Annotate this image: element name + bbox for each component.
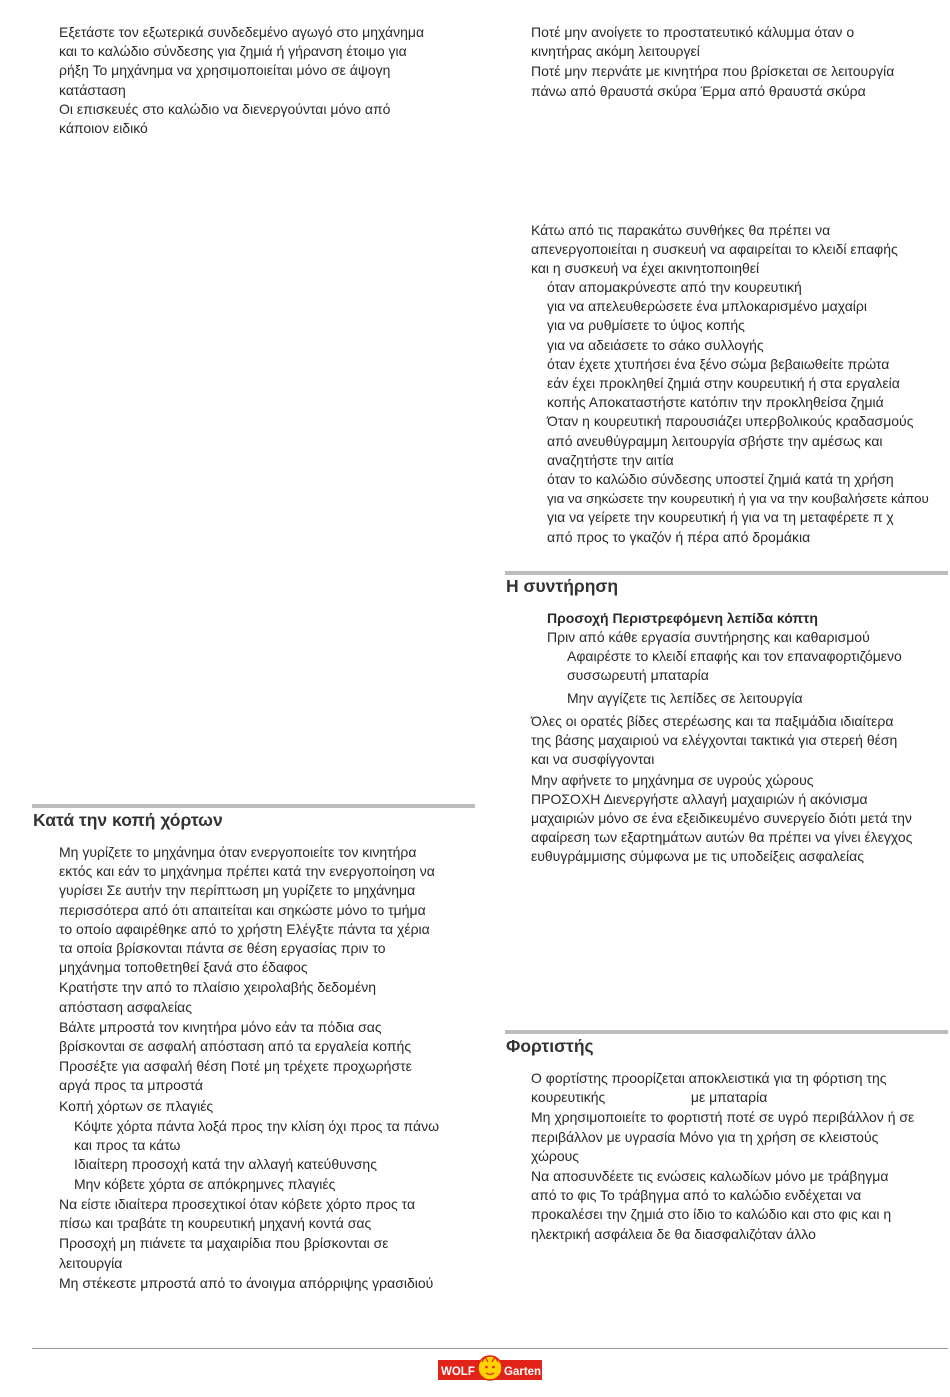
- line: ρήξη Το μηχάνημα να χρησιμοποιείται μόνο σε άψογη: [59, 62, 391, 79]
- conditions-intro: [531, 221, 946, 279]
- line: πίσω και τραβάτε τη κουρευτική μηχανή κοντά σας: [59, 1215, 372, 1232]
- line: Κοπή χόρτων σε πλαγιές: [59, 1097, 214, 1114]
- line: Μην αφήνετε το μηχάνημα σε υγρούς χώρους: [531, 771, 814, 788]
- list-item: για να σηκώσετε την κουρευτική ή για να την κουβαλήσετε κάπου: [547, 491, 929, 507]
- line: πάνω από θραυστά σκύρα Έρμα από θραυστά σκύρα: [531, 82, 866, 99]
- line: ηλεκτρική ασφάλεια δε θα διασφαλιζόταν άλλο: [531, 1225, 816, 1242]
- warning-text: Προσοχή Περιστρεφόμενη λεπίδα κόπτη: [547, 610, 818, 626]
- line: εκτός και εάν το μηχάνημα πρέπει κατά την ενεργοποίηση να: [59, 863, 435, 880]
- footer-rule: [32, 1348, 948, 1349]
- charger-body: [531, 1069, 948, 1244]
- line: απενεργοποιείται η συσκευή να αφαιρείται το κλειδί επαφής: [531, 241, 898, 258]
- list-item: για να γείρετε την κουρευτική ή για να τη μεταφέρετε π χ: [547, 509, 894, 526]
- list-item: για να ρυθμίσετε το ύψος κοπής: [547, 317, 745, 334]
- line: αργά προς τα μπροστά: [59, 1077, 203, 1094]
- list-item: Όταν η κουρευτική παρουσιάζει υπερβολικούς κραδασμούς: [547, 413, 914, 430]
- line: Ο φορτίστης προορίζεται αποκλειστικά για τη φόρτιση της: [531, 1070, 887, 1086]
- line: της βάσης μαχαιριού να ελέγχονται τακτικά για στερεή θέση: [531, 732, 898, 749]
- line: μηχάνημα τοποθετηθεί ξανά στο έδαφος: [59, 959, 308, 976]
- list-item: κοπής Αποκαταστήστε κατόπιν την προκληθείσα ζημιά: [547, 394, 884, 411]
- line: Οι επισκευές στο καλώδιο να διενεργούνται μόνο από: [59, 100, 391, 117]
- line: Να αποσυνδέετε τις ενώσεις καλωδίων μόνο με τράβηγμα: [531, 1168, 889, 1185]
- list-item: Μην κόβετε χόρτα σε απόκρημνες πλαγιές: [74, 1175, 336, 1192]
- line: κατάσταση: [59, 81, 126, 98]
- list-item: όταν απομακρύνεστε από την κουρευτική: [547, 279, 802, 295]
- line: Ποτέ μην περνάτε με κινητήρα που βρίσκεται σε λειτουργία: [531, 63, 895, 80]
- left-top-text: [59, 23, 479, 138]
- logo-graphic: [438, 1354, 542, 1384]
- line: Αφαιρέστε το κλειδί επαφής και τον επαναφορτιζόμενο: [567, 648, 902, 664]
- section-rule: [505, 571, 948, 575]
- line: Μη γυρίζετε το μηχάνημα όταν ενεργοποιείτε τον κινητήρα: [59, 844, 417, 860]
- line: Προσοχή μη πιάνετε τα μαχαιρίδια που βρίσκονται σε: [59, 1235, 389, 1252]
- line: Ποτέ μην ανοίγετε το προστατευτικό κάλυμμα όταν ο: [531, 24, 855, 40]
- line: Προσέξτε για ασφαλή θέση Ποτέ μη τρέχετε προχωρήστε: [59, 1058, 412, 1075]
- line: Μην αγγίζετε τις λεπίδες σε λειτουργία: [567, 690, 803, 707]
- list-item: από προς το γκαζόν ή πέρα από δρομάκια: [547, 528, 811, 545]
- maintenance-sub: [567, 647, 947, 709]
- line: τα οποία βρίσκονται πάντα σε θέση εργασίας πριν το: [59, 940, 386, 957]
- line: λειτουργία: [59, 1254, 123, 1271]
- line: συσσωρευτή μπαταρία: [567, 667, 709, 684]
- line: μαχαιριών μόνο σε ένα εξειδικευμένο συνεργείο διότι μετά την: [531, 810, 912, 827]
- line: Μη στέκεστε μπροστά από το άνοιγμα απόρριψης γρασιδιού: [59, 1274, 434, 1291]
- line: Κρατήστε την από το πλαίσιο χειρολαβής δεδομένη: [59, 979, 376, 996]
- line: ευθυγράμμισης σύμφωνα με τις υποδείξεις ασφαλείας: [531, 848, 864, 865]
- mowing-body-b: [59, 1195, 479, 1293]
- list-item: Ιδιαίτερη προσοχή κατά την αλλαγή κατεύθυνσης: [74, 1156, 377, 1173]
- mowing-slope-list: [74, 1117, 479, 1194]
- line: και το καλώδιο σύνδεσης για ζημιά ή γήρανση έτοιμο για: [59, 43, 407, 60]
- list-item: για να απελευθερώσετε ένα μπλοκαρισμένο μαχαίρι: [547, 298, 867, 315]
- line: χώρους: [531, 1147, 580, 1164]
- line: Εξετάστε τον εξωτερικά συνδεδεμένο αγωγό στο μηχάνημα: [59, 24, 425, 40]
- maintenance-heading: Η συντήρηση: [506, 576, 619, 596]
- line: Βάλτε μπροστά τον κινητήρα μόνο εάν τα πόδια σας: [59, 1018, 382, 1035]
- line: το οποίο αφαιρέθηκε από το χρήστη Ελέγξτε πάντα τα χέρια: [59, 920, 430, 937]
- right-top-text: [531, 23, 946, 101]
- line: Όλες οι ορατές βίδες στερέωσης και τα παξιμάδια ιδιαίτερα: [531, 713, 894, 729]
- line: Πριν από κάθε εργασία συντήρησης και καθαρισμού: [547, 629, 870, 646]
- list-item: από ανευθύγραμμη λειτουργία σβήστε την αμέσως και: [547, 432, 883, 449]
- line: Κάτω από τις παρακάτω συνθήκες θα πρέπει να: [531, 222, 831, 238]
- line: γυρίσει Σε αυτήν την περίπτωση μη γυρίζετε το μηχάνημα: [59, 882, 416, 899]
- line: προκαλέσει την ζημιά στο ίδιο το καλώδιο και στο φις και η: [531, 1206, 892, 1223]
- maintenance-body: [531, 712, 948, 867]
- line: αφαίρεση των εξαρτημάτων αυτών θα πρέπει να γίνει έλεγχος: [531, 829, 913, 846]
- line: περισσότερα από ότι απαιτείται και σηκώστε μόνο το τμήμα: [59, 901, 426, 918]
- section-rule: [505, 1030, 948, 1034]
- line: απόσταση ασφαλείας: [59, 998, 193, 1015]
- list-item: για να αδειάσετε το σάκο συλλογής: [547, 336, 764, 353]
- line: βρίσκονται σε ασφαλή απόσταση από τα εργαλεία κοπής: [59, 1038, 412, 1055]
- section-rule: [32, 804, 475, 808]
- charger-heading: Φορτιστής: [506, 1036, 594, 1056]
- line: κουρευτικής με μπαταρία: [531, 1089, 768, 1106]
- line: και η συσκευή να έχει ακινητοποιηθεί: [531, 260, 760, 277]
- line: Μη χρησιμοποιείτε το φορτιστή ποτέ σε υγρό περιβάλλον ή σε: [531, 1109, 915, 1126]
- mowing-body-a: [59, 843, 479, 1116]
- line: από το φις Το τράβηγμα από το καλώδιο ενδέχεται να: [531, 1187, 862, 1204]
- line: Να είστε ιδιαίτερα προσεχτικοί όταν κόβετε χόρτο προς τα: [59, 1196, 416, 1212]
- wolf-garten-logo: [438, 1354, 542, 1384]
- conditions-list: [547, 278, 947, 547]
- list-item: όταν το καλώδιο σύνδεσης υποστεί ζημιά κατά τη χρήση: [547, 471, 894, 488]
- list-item: όταν έχετε χτυπήσει ένα ξένο σώμα βεβαιωθείτε πρώτα: [547, 355, 890, 372]
- list-item: εάν έχει προκληθεί ζημιά στην κουρευτική ή στα εργαλεία: [547, 375, 900, 392]
- mowing-heading: Κατά την κοπή χόρτων: [33, 810, 223, 830]
- logo-left-text: WOLF: [441, 1366, 475, 1378]
- list-item: Κόψτε χόρτα πάντα λοξά προς την κλίση όχι προς τα πάνω: [74, 1118, 440, 1134]
- line: κάποιον ειδικό: [59, 120, 148, 137]
- line: περιβάλλον με υγρασία Μόνο για τη χρήση σε κλειστούς: [531, 1128, 879, 1145]
- list-item: και προς τα κάτω: [74, 1137, 181, 1154]
- maintenance-warning-block: [547, 609, 947, 647]
- line: κινητήρας ακόμη λειτουργεί: [531, 43, 700, 60]
- list-item: αναζητήστε την αιτία: [547, 451, 674, 468]
- line: και να συσφίγγονται: [531, 751, 655, 768]
- logo-right-text: Garten: [504, 1366, 542, 1378]
- line: ΠΡΟΣΟΧΗ Διενεργήστε αλλαγή μαχαιριών ή ακόνισμα: [531, 790, 868, 807]
